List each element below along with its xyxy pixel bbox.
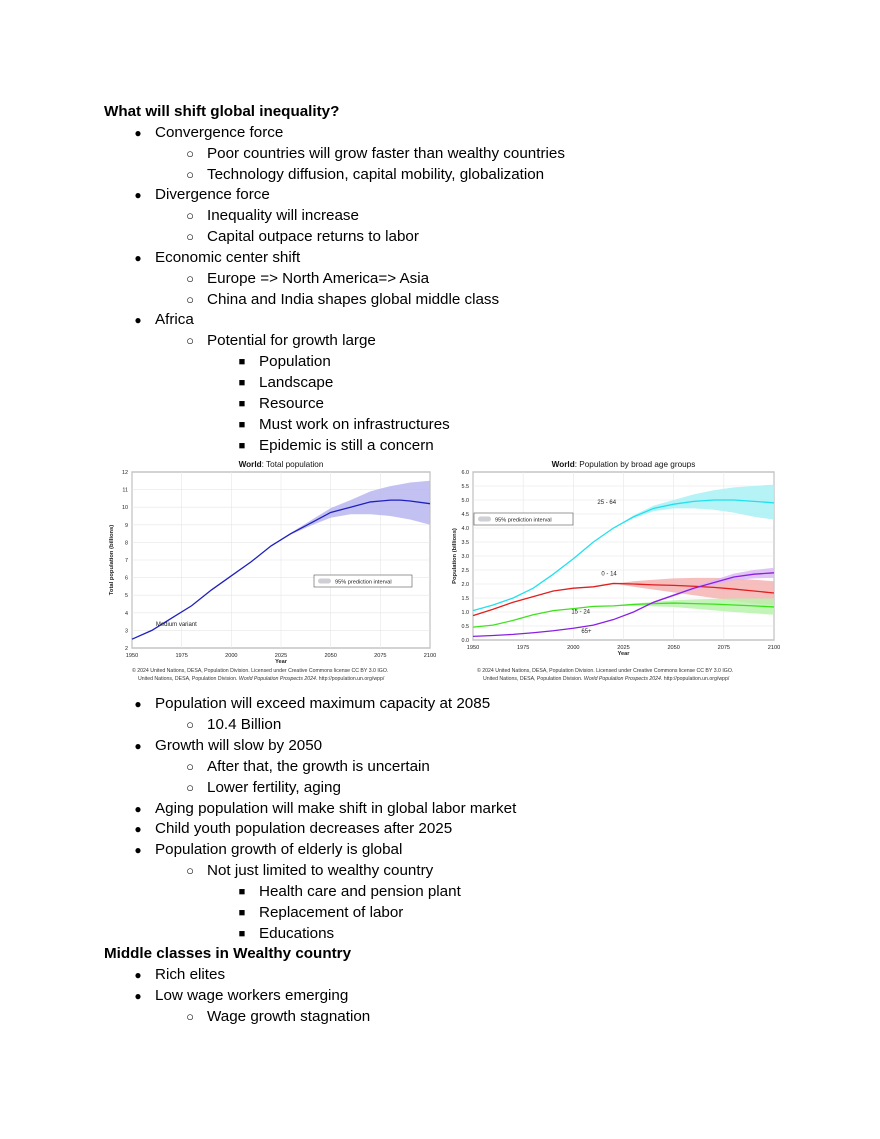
- bullet-icon: ●: [134, 968, 142, 983]
- y-tick-label: 2.0: [461, 582, 469, 589]
- list-item-level-2: [104, 1007, 804, 1028]
- list-item-level-2: [104, 165, 804, 186]
- bullet-icon: ○: [186, 758, 194, 774]
- list-item-level-1: [104, 799, 804, 820]
- x-tick-label: 2000: [567, 645, 580, 652]
- list-item-text: Epidemic is still a concern: [259, 436, 434, 454]
- bullet-icon: ○: [186, 270, 194, 286]
- section-population-notes: [104, 694, 804, 944]
- list-item-level-2: [104, 269, 804, 290]
- legend-swatch: [478, 517, 491, 522]
- list-item-level-2: [104, 144, 804, 165]
- series-label-2: 15 - 24: [571, 609, 591, 616]
- chart-total-population-svg: [104, 458, 436, 686]
- footer-source-c: . http://population.un.org/wpp/: [660, 676, 730, 683]
- x-tick-label: 2050: [667, 645, 680, 652]
- x-axis-label: Year: [617, 651, 630, 658]
- series-label-1: 0 - 14: [601, 571, 617, 578]
- heading-text: What will shift global inequality?: [104, 103, 340, 120]
- chart-footer-source: [483, 676, 730, 682]
- x-axis-label: Year: [275, 659, 287, 666]
- list-item-level-2: [104, 290, 804, 311]
- bullet-icon: ●: [134, 822, 142, 837]
- section-heading: [104, 944, 804, 965]
- bullet-icon: ○: [186, 291, 194, 307]
- x-tick-label: 2100: [423, 653, 436, 660]
- x-tick-label: 2050: [324, 653, 337, 660]
- bullet-icon: ●: [134, 989, 142, 1004]
- bullet-icon: ○: [186, 166, 194, 182]
- list-item-level-2: [104, 331, 804, 352]
- list-item-level-1: [104, 310, 804, 331]
- y-tick-label: 9: [125, 523, 128, 530]
- list-item-text: Child youth population decreases after 2025: [155, 820, 453, 838]
- x-tick-label: 2075: [374, 653, 387, 660]
- list-item-text: Capital outpace returns to labor: [207, 228, 419, 246]
- list-item-level-1: [104, 123, 804, 144]
- bullet-icon: ○: [186, 145, 194, 161]
- list-item-text: 10.4 Billion: [207, 716, 282, 734]
- list-item-level-2: [104, 757, 804, 778]
- list-item-text: Replacement of labor: [259, 903, 404, 921]
- y-tick-label: 0.0: [461, 638, 469, 645]
- chart-age-groups: [449, 458, 780, 686]
- x-tick-label: 1975: [516, 645, 530, 652]
- bullet-icon: ●: [134, 250, 142, 265]
- y-tick-label: 1.5: [461, 596, 469, 603]
- y-tick-label: 3.5: [461, 540, 469, 547]
- y-axis-label: Population (billions): [452, 528, 458, 585]
- chart-footer-copyright: © 2024 United Nations, DESA, Population Division. Licensed under Creative Commons license CC BY 3.0 IGO.: [477, 668, 734, 675]
- chart-title-bold: World: [238, 460, 262, 470]
- y-tick-label: 10: [122, 505, 128, 512]
- y-tick-label: 7: [125, 558, 128, 565]
- medium-variant-annotation: Medium variant: [155, 622, 197, 629]
- bullet-icon: ●: [134, 188, 142, 203]
- y-tick-label: 4: [125, 611, 128, 618]
- list-item-text: Must work on infrastructures: [259, 415, 450, 433]
- y-tick-label: 5: [125, 593, 128, 600]
- y-tick-label: 8: [125, 540, 128, 547]
- y-tick-label: 3: [125, 628, 128, 635]
- bullet-icon: ●: [134, 125, 142, 140]
- list-item-level-3: [104, 882, 804, 903]
- list-item-text: Population: [259, 353, 331, 371]
- y-tick-label: 6.0: [461, 470, 469, 477]
- list-item-text: Health care and pension plant: [259, 882, 461, 900]
- list-item-text: Africa: [155, 311, 194, 329]
- bullet-icon: ○: [186, 208, 194, 224]
- list-item-level-1: [104, 965, 804, 986]
- bullet-icon: ○: [186, 1009, 194, 1024]
- bullet-icon: ○: [186, 863, 194, 879]
- list-item-level-1: [104, 185, 804, 206]
- chart-title: [239, 460, 324, 469]
- legend-label: 95% prediction interval: [335, 579, 392, 586]
- list-item-text: China and India shapes global middle class: [207, 290, 500, 308]
- figures-row: [104, 458, 804, 694]
- section-middle-classes: [104, 944, 804, 1027]
- list-item-text: Aging population will make shift in global labor market: [155, 799, 517, 817]
- document-body: [104, 102, 804, 1028]
- footer-source-a: United Nations, DESA, Population Division.: [138, 676, 239, 683]
- list-item-level-2: [104, 206, 804, 227]
- list-item-level-2: [104, 778, 804, 799]
- bullet-icon: ○: [186, 717, 194, 733]
- bullet-icon: ●: [134, 843, 142, 858]
- chart-age-groups-svg: [449, 458, 780, 686]
- chart-title-bold: World: [551, 460, 575, 470]
- x-tick-label: 2025: [274, 653, 288, 660]
- bullet-icon: ■: [238, 356, 246, 369]
- list-item-text: Population will exceed maximum capacity at 2085: [155, 695, 491, 713]
- y-tick-label: 6: [125, 575, 128, 582]
- y-tick-label: 4.5: [461, 512, 469, 519]
- y-tick-label: 5.5: [461, 484, 469, 491]
- section-inequality: [104, 102, 804, 456]
- list-item-text: Growth will slow by 2050: [155, 737, 323, 755]
- list-item-level-3: [104, 394, 804, 415]
- series-label-0: 25 - 64: [597, 500, 617, 507]
- footer-source-b: World Population Prospects 2024: [238, 676, 316, 683]
- footer-source-c: . http://population.un.org/wpp/: [315, 676, 385, 683]
- legend-label: 95% prediction interval: [495, 517, 552, 524]
- list-item-text: Not just limited to wealthy country: [207, 862, 434, 880]
- bullet-icon: ●: [134, 313, 142, 328]
- y-tick-label: 1.0: [461, 610, 469, 617]
- y-tick-label: 12: [122, 470, 128, 477]
- list-item-text: Inequality will increase: [207, 207, 359, 225]
- list-item-text: Low wage workers emerging: [155, 987, 349, 1005]
- bullet-icon: ■: [238, 927, 246, 940]
- x-tick-label: 1950: [125, 653, 139, 660]
- y-tick-label: 4.0: [461, 526, 469, 533]
- list-item-text: Poor countries will grow faster than wealthy countries: [207, 144, 565, 162]
- bullet-icon: ■: [238, 906, 246, 919]
- y-tick-label: 2.5: [461, 568, 469, 575]
- list-item-level-3: [104, 373, 804, 394]
- bullet-icon: ●: [134, 739, 142, 754]
- list-item-text: Divergence force: [155, 186, 270, 204]
- heading-text: Middle classes in Wealthy country: [104, 945, 352, 963]
- y-tick-label: 0.5: [461, 624, 469, 631]
- list-item-text: Potential for growth large: [207, 332, 376, 350]
- bullet-icon: ■: [238, 376, 246, 389]
- chart-title-rest: : Population by broad age groups: [574, 460, 696, 470]
- x-tick-label: 2000: [225, 653, 238, 660]
- list-item-level-1: [104, 819, 804, 840]
- list-item-level-1: [104, 840, 804, 861]
- x-tick-label: 2100: [767, 645, 780, 652]
- list-item-level-2: [104, 861, 804, 882]
- x-tick-label: 1950: [466, 645, 480, 652]
- list-item-level-1: [104, 736, 804, 757]
- bullet-icon: ●: [134, 697, 142, 712]
- list-item-level-3: [104, 352, 804, 373]
- list-item-text: Educations: [259, 924, 335, 942]
- list-item-text: Technology diffusion, capital mobility, globalization: [207, 165, 545, 183]
- list-item-text: Economic center shift: [155, 248, 301, 266]
- list-item-text: Wage growth stagnation: [207, 1008, 371, 1025]
- list-item-level-3: [104, 903, 804, 924]
- chart-footer-source: [138, 676, 385, 682]
- list-item-text: Lower fertility, aging: [207, 778, 341, 796]
- chart-total-population: [104, 458, 436, 686]
- list-item-text: Rich elites: [155, 966, 226, 984]
- footer-source-a: United Nations, DESA, Population Division.: [483, 676, 584, 683]
- chart-footer-copyright: © 2024 United Nations, DESA, Population Division. Licensed under Creative Commons license CC BY 3.0 IGO.: [132, 668, 389, 675]
- bullet-icon: ■: [238, 397, 246, 410]
- y-tick-label: 11: [122, 487, 128, 494]
- list-item-level-3: [104, 924, 804, 945]
- footer-source-b: World Population Prospects 2024: [583, 676, 661, 683]
- bullet-icon: ●: [134, 801, 142, 816]
- y-tick-label: 2: [125, 646, 128, 653]
- list-item-text: After that, the growth is uncertain: [207, 757, 430, 775]
- list-item-level-1: [104, 694, 804, 715]
- x-tick-label: 1975: [175, 653, 188, 660]
- list-item-level-1: [104, 986, 804, 1007]
- bullet-icon: ○: [186, 333, 194, 349]
- list-item-text: Europe => North America=> Asia: [207, 269, 430, 287]
- list-item-level-2: [104, 715, 804, 736]
- list-item-level-1: [104, 248, 804, 269]
- y-tick-label: 5.0: [461, 498, 469, 505]
- section-heading: [104, 102, 804, 123]
- list-item-level-3: [104, 436, 804, 457]
- list-item-text: Resource: [259, 394, 324, 412]
- list-item-text: Population growth of elderly is global: [155, 841, 403, 859]
- bullet-icon: ○: [186, 229, 194, 245]
- bullet-icon: ■: [238, 418, 246, 431]
- chart-title-rest: : Total population: [261, 460, 324, 470]
- bullet-icon: ■: [238, 885, 246, 898]
- series-label-3: 65+: [581, 629, 592, 636]
- list-item-level-3: [104, 415, 804, 436]
- list-item-text: Landscape: [259, 373, 334, 391]
- legend-swatch: [318, 579, 331, 584]
- x-tick-label: 2075: [717, 645, 731, 652]
- bullet-icon: ■: [238, 439, 246, 452]
- y-axis-label: Total population (billions): [109, 525, 115, 596]
- list-item-text: Convergence force: [155, 123, 284, 141]
- y-tick-label: 3.0: [461, 554, 469, 561]
- list-item-level-2: [104, 227, 804, 248]
- x-tick-label: 2025: [617, 645, 630, 652]
- chart-title: [552, 460, 696, 469]
- bullet-icon: ○: [186, 779, 194, 795]
